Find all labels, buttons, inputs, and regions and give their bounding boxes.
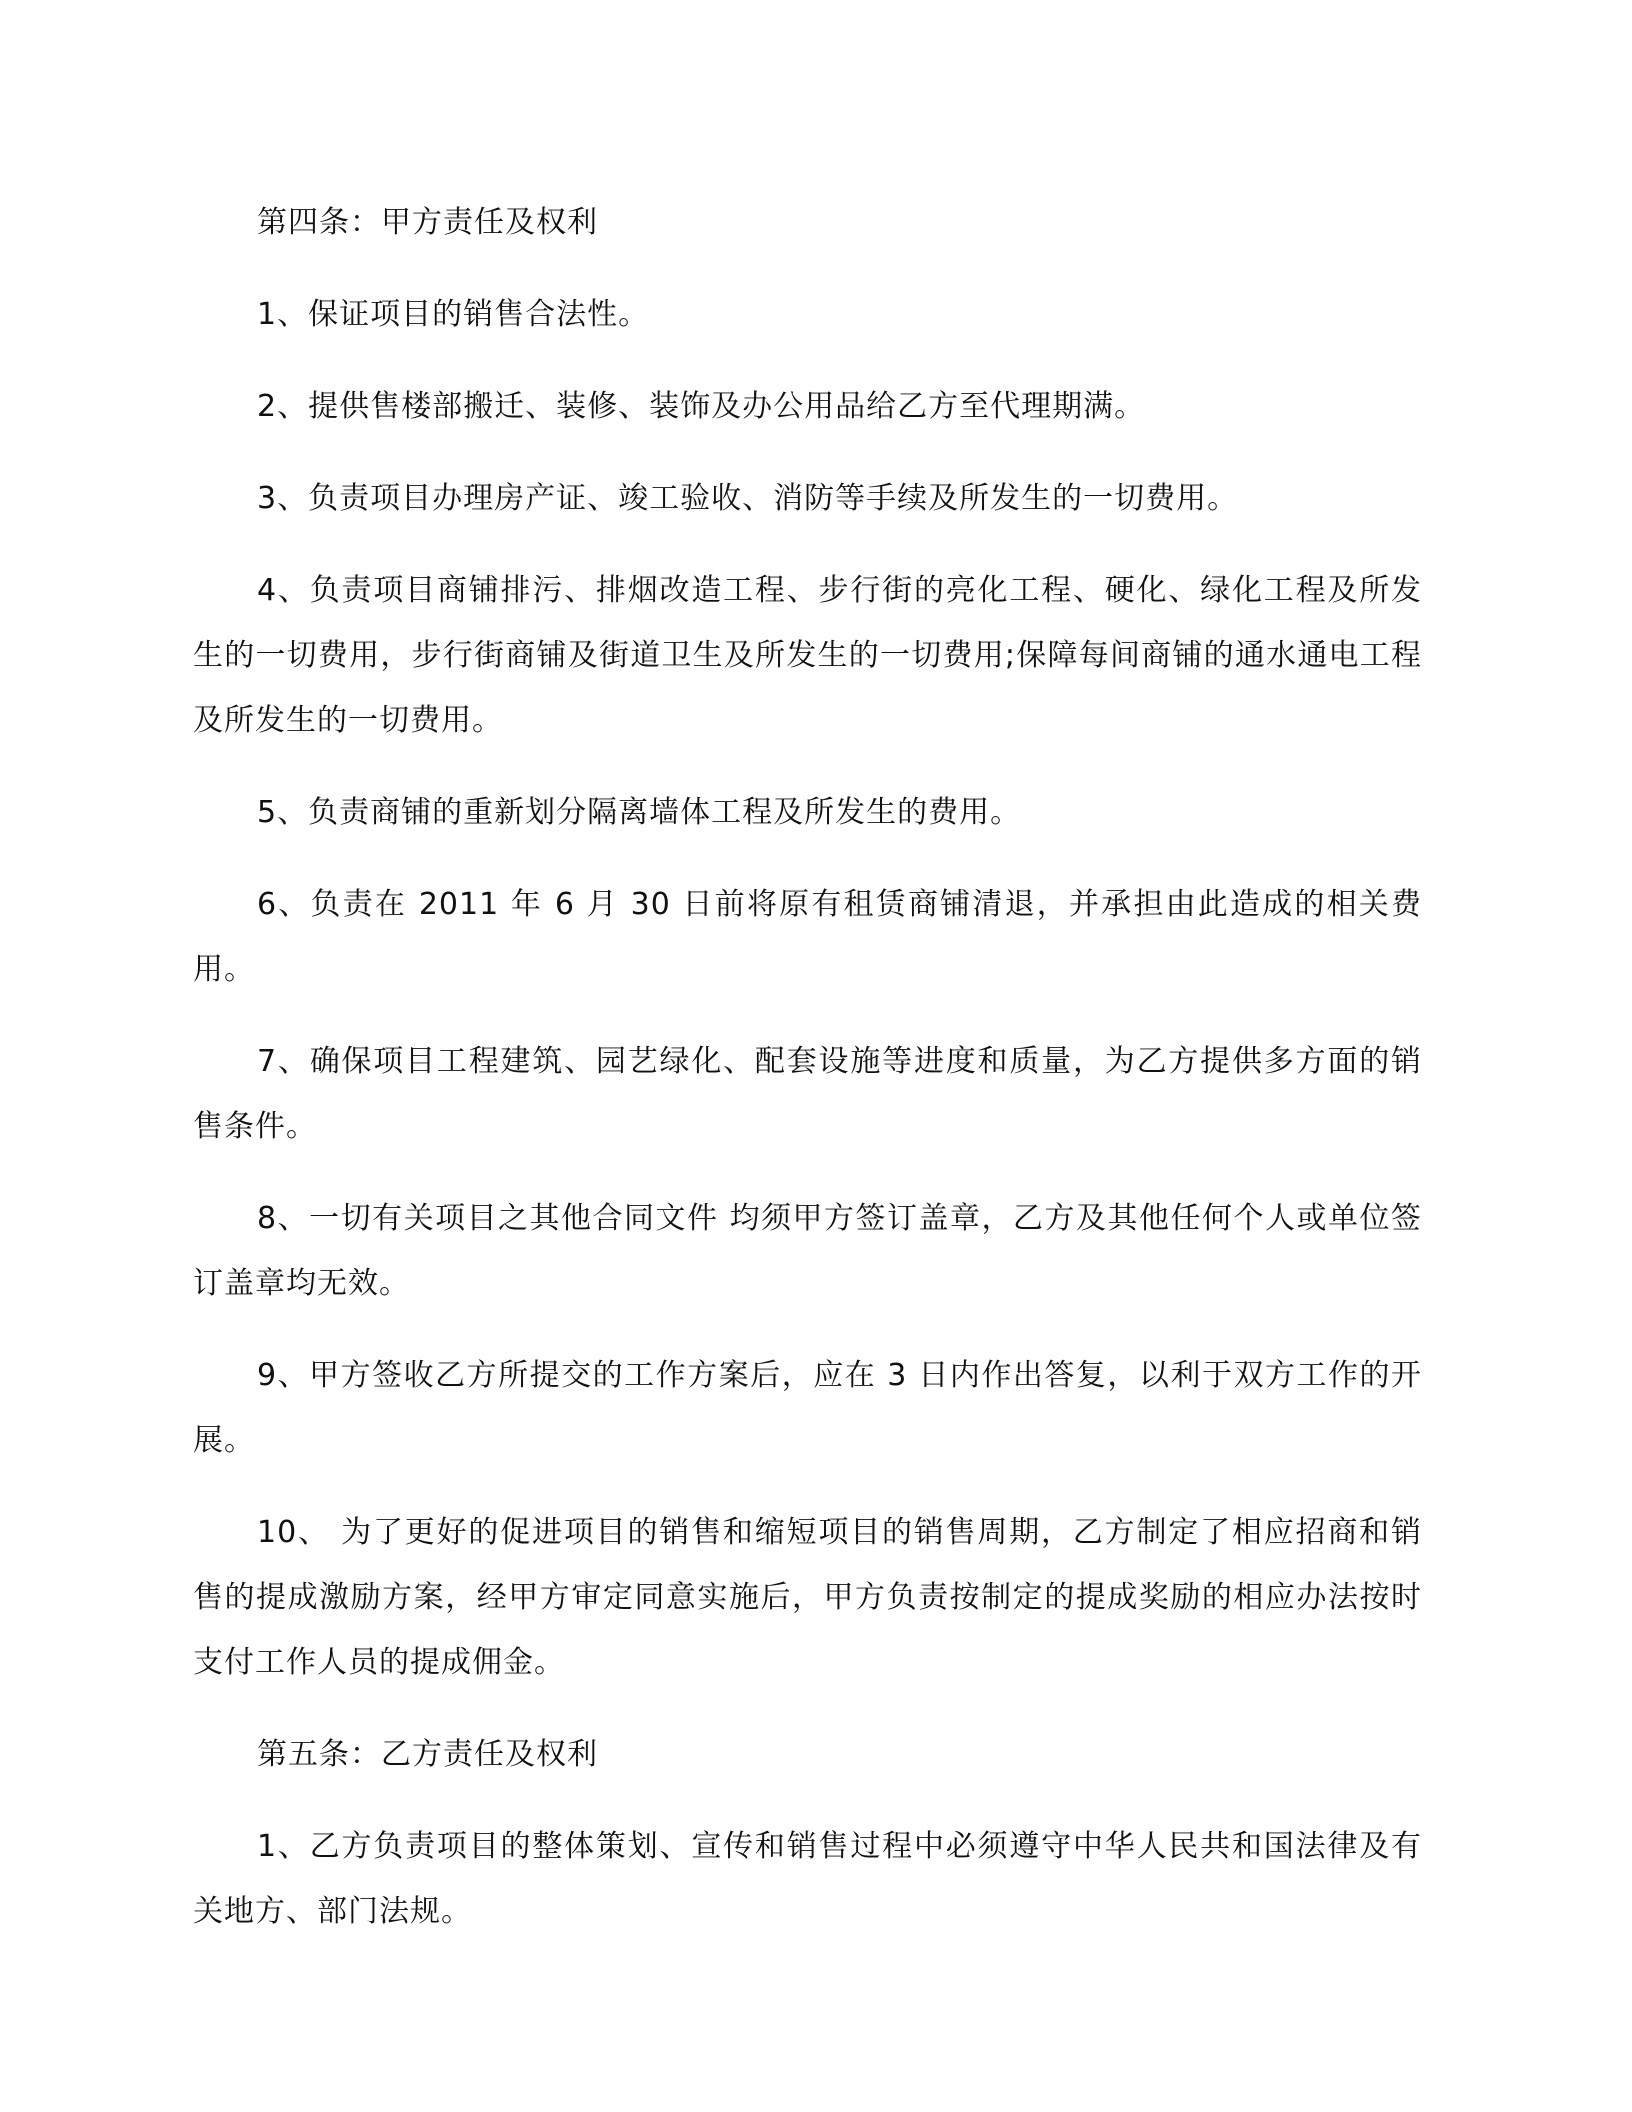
clause-4-3: 3、负责项目办理房产证、竣工验收、消防等手续及所发生的一切费用。 (257, 481, 1239, 516)
clause-4-10: 10、 为了更好的促进项目的销售和缩短项目的销售周期，乙方制定了相应招商和销售的提成激励方案，经甲方审定同意实施后，甲方负责按制定的提成奖励的相应办法按时支付工作人员的提成佣金。 (193, 1515, 1422, 1680)
section-heading-article-4: 第四条：甲方责任及权利 (257, 205, 598, 240)
clause-4-9: 9、甲方签收乙方所提交的工作方案后，应在 3 日内作出答复，以利于双方工作的开展。 (193, 1358, 1422, 1458)
clause-4-8: 8、一切有关项目之其他合同文件 均须甲方签订盖章，乙方及其他任何个人或单位签订盖章均无效。 (193, 1201, 1422, 1301)
clause-4-6: 6、负责在 2011 年 6 月 30 日前将原有租赁商铺清退，并承担由此造成的相关费用。 (193, 887, 1422, 987)
clause-4-7: 7、确保项目工程建筑、园艺绿化、配套设施等进度和质量，为乙方提供多方面的销售条件。 (193, 1044, 1422, 1144)
clause-4-4: 4、负责项目商铺排污、排烟改造工程、步行街的亮化工程、硬化、绿化工程及所发生的一切费用，步行街商铺及街道卫生及所发生的一切费用;保障每间商铺的通水通电工程及所发生的一切费用。 (193, 573, 1422, 738)
section-heading-article-5: 第五条：乙方责任及权利 (257, 1737, 598, 1772)
clause-4-2: 2、提供售楼部搬迁、装修、装饰及办公用品给乙方至代理期满。 (257, 389, 1146, 424)
clause-4-5: 5、负责商铺的重新划分隔离墙体工程及所发生的费用。 (257, 795, 1022, 830)
clause-4-1: 1、保证项目的销售合法性。 (257, 297, 650, 332)
clause-5-1: 1、乙方负责项目的整体策划、宣传和销售过程中必须遵守中华人民共和国法律及有关地方、部门法规。 (193, 1829, 1422, 1929)
